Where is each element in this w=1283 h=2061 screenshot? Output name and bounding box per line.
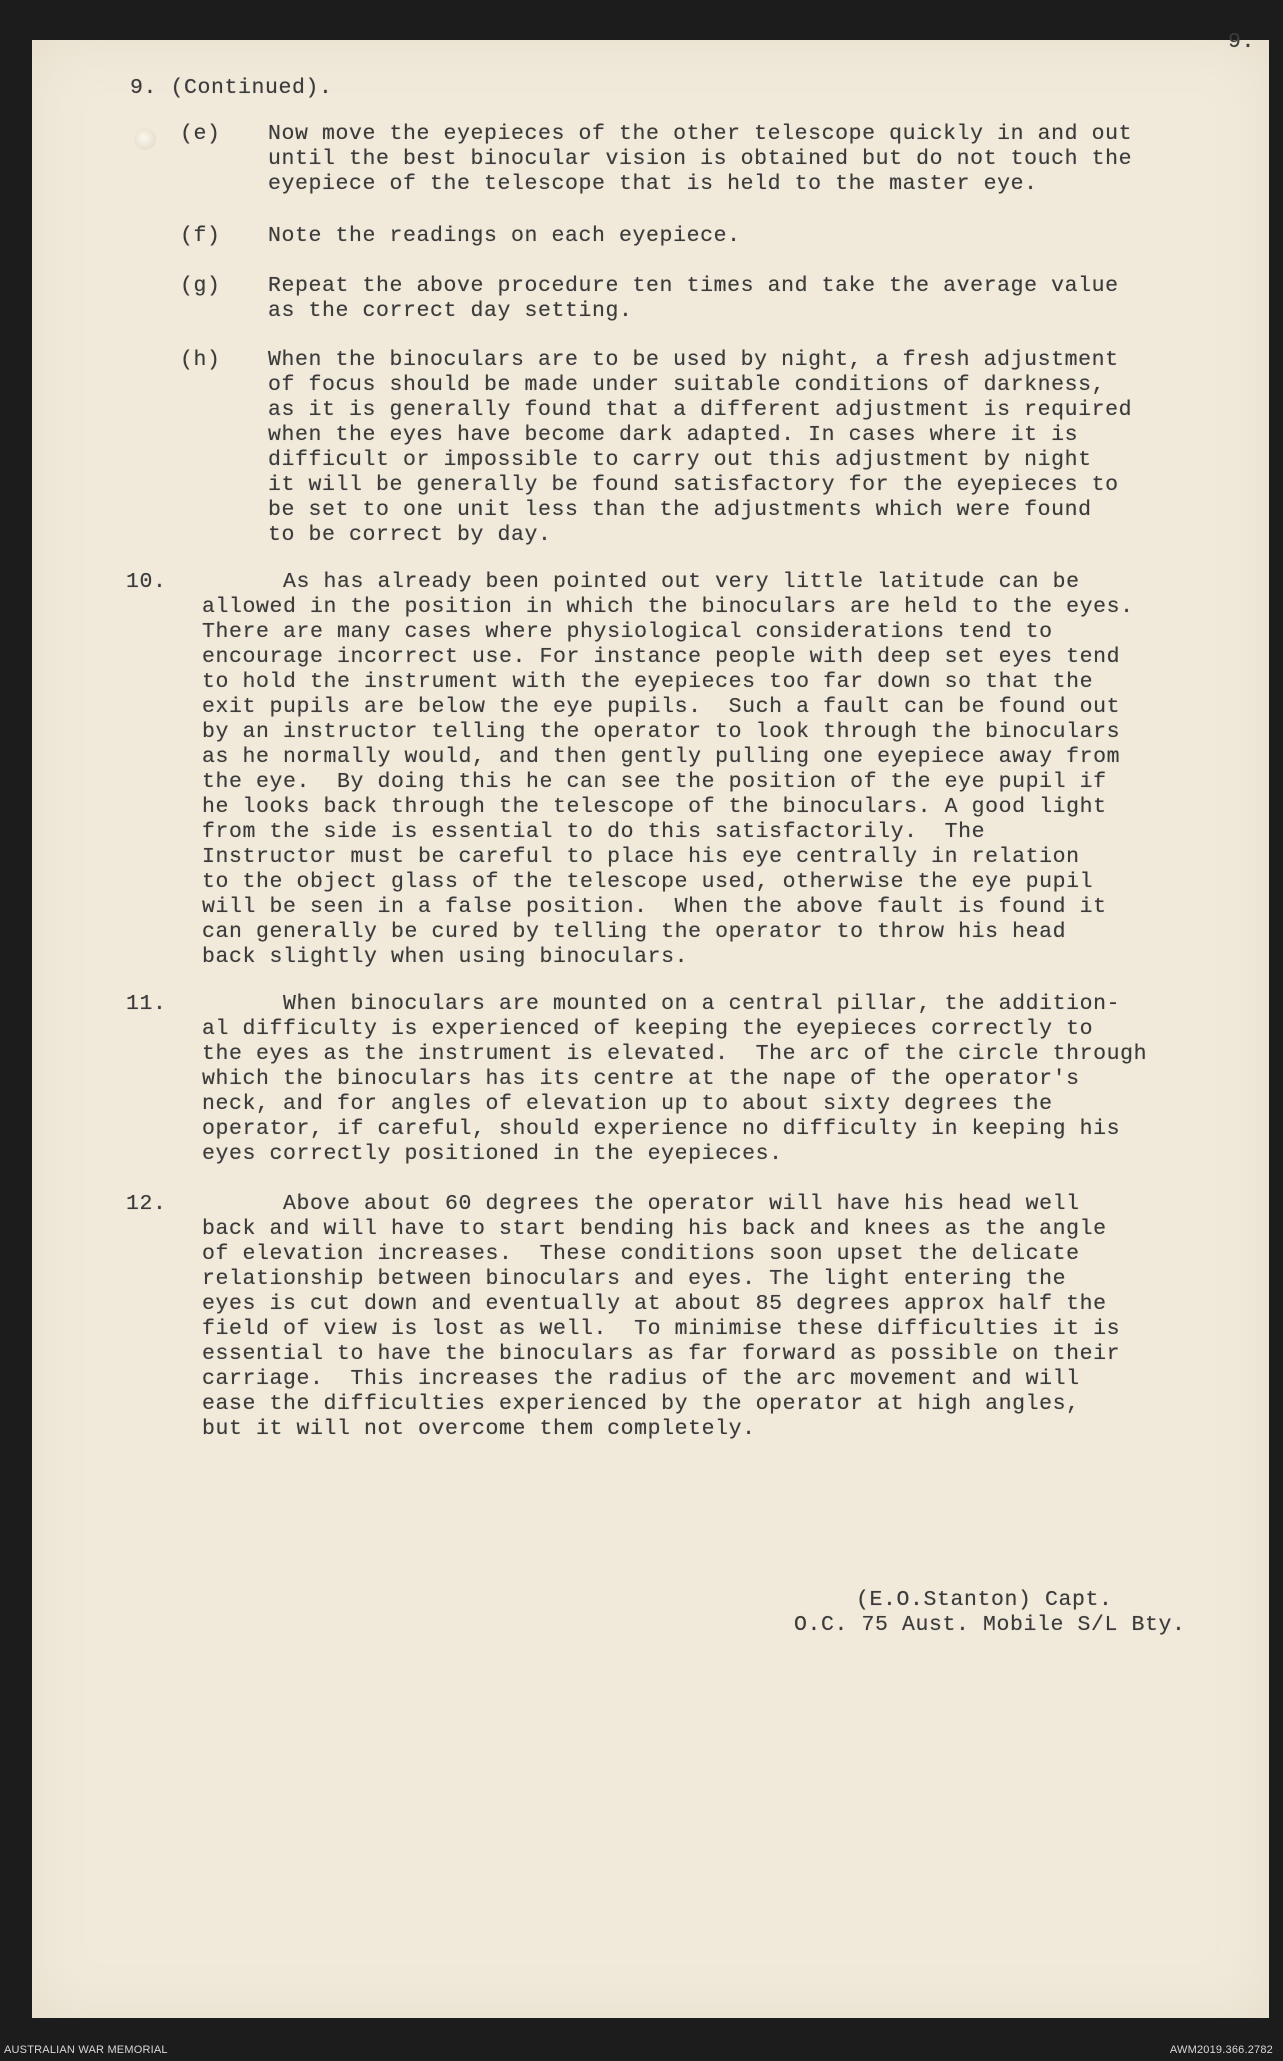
paragraph-line: essential to have the binoculars as far forward as possible on their: [202, 1342, 1121, 1366]
paragraph-line: back and will have to start bending his back and knees as the angle: [202, 1217, 1107, 1241]
footer-institution: AUSTRALIAN WAR MEMORIAL: [4, 2044, 168, 2056]
paragraph-line: When binoculars are mounted on a central pillar, the addition-: [202, 992, 1121, 1016]
paragraph-line: but it will not overcome them completely.: [202, 1417, 756, 1441]
footer-catalog-number: AWM2019.366.2782: [1169, 2044, 1273, 2056]
paragraph-line: relationship between binoculars and eyes. The light entering the: [202, 1267, 1067, 1291]
paragraph-line: exit pupils are below the eye pupils. Such a fault can be found out: [202, 695, 1121, 719]
paragraph-line: from the side is essential to do this satisfactorily. The: [202, 820, 986, 844]
paragraph-line: to hold the instrument with the eyepieces too far down so that the: [202, 670, 1094, 694]
paragraph-line: ease the difficulties experienced by the operator at high angles,: [202, 1392, 1080, 1416]
paragraph-line: of elevation increases. These conditions soon upset the delicate: [202, 1242, 1080, 1266]
subitem-line: be set to one unit less than the adjustments which were found: [268, 498, 1092, 522]
subitem-line: as the correct day setting.: [268, 299, 633, 323]
paragraph-line: eyes is cut down and eventually at about 85 degrees approx half the: [202, 1292, 1107, 1316]
subitem-line: as it is generally found that a different adjustment is required: [268, 398, 1133, 422]
subitem-line: difficult or impossible to carry out this adjustment by night: [268, 448, 1092, 472]
paragraph-number: 12.: [126, 1192, 167, 1216]
paragraph-line: the eyes as the instrument is elevated. The arc of the circle through: [202, 1042, 1148, 1066]
subitem-label: (g): [180, 274, 221, 298]
paragraph-line: field of view is lost as well. To minimise these difficulties it is: [202, 1317, 1121, 1341]
paragraph-line: he looks back through the telescope of the binoculars. A good light: [202, 795, 1107, 819]
paragraph-line: neck, and for angles of elevation up to about sixty degrees the: [202, 1092, 1053, 1116]
paragraph-line: carriage. This increases the radius of the arc movement and will: [202, 1367, 1080, 1391]
subitem-line: when the eyes have become dark adapted. In cases where it is: [268, 423, 1079, 447]
paragraph-line: eyes correctly positioned in the eyepieces.: [202, 1142, 783, 1166]
paragraph-line: allowed in the position in which the binoculars are held to the eyes.: [202, 595, 1134, 619]
paragraph-line: operator, if careful, should experience no difficulty in keeping his: [202, 1117, 1121, 1141]
paragraph-line: will be seen in a false position. When the above fault is found it: [202, 895, 1107, 919]
paragraph-line: which the binoculars has its centre at the nape of the operator's: [202, 1067, 1080, 1091]
paragraph-line: to the object glass of the telescope used, otherwise the eye pupil: [202, 870, 1094, 894]
subitem-line: Note the readings on each eyepiece.: [268, 224, 741, 248]
punch-hole-icon: [134, 128, 156, 150]
paragraph-line: encourage incorrect use. For instance people with deep set eyes tend: [202, 645, 1121, 669]
paragraph-line: Instructor must be careful to place his eye centrally in relation: [202, 845, 1080, 869]
subitem-line: it will be generally be found satisfactory for the eyepieces to: [268, 473, 1119, 497]
paragraph-line: Above about 60 degrees the operator will have his head well: [202, 1192, 1080, 1216]
subitem-label: (e): [180, 122, 221, 146]
paragraph-line: As has already been pointed out very little latitude can be: [202, 570, 1080, 594]
paragraph-number: 11.: [126, 992, 167, 1016]
paragraph-line: can generally be cured by telling the operator to throw his head: [202, 920, 1067, 944]
signature-name: (E.O.Stanton) Capt.: [856, 1588, 1113, 1612]
paragraph-line: back slightly when using binoculars.: [202, 945, 689, 969]
subitem-line: Repeat the above procedure ten times and take the average value: [268, 274, 1119, 298]
subitem-line: When the binoculars are to be used by night, a fresh adjustment: [268, 348, 1119, 372]
paragraph-line: by an instructor telling the operator to look through the binoculars: [202, 720, 1121, 744]
subitem-line: to be correct by day.: [268, 523, 552, 547]
paragraph-line: There are many cases where physiological considerations tend to: [202, 620, 1053, 644]
signature-title: O.C. 75 Aust. Mobile S/L Bty.: [794, 1613, 1186, 1637]
subitem-label: (h): [180, 348, 221, 372]
paragraph-number: 10.: [126, 570, 167, 594]
subitem-line: of focus should be made under suitable conditions of darkness,: [268, 373, 1106, 397]
subitem-label: (f): [180, 224, 221, 248]
paragraph-line: al difficulty is experienced of keeping the eyepieces correctly to: [202, 1017, 1094, 1041]
subitem-line: Now move the eyepieces of the other telescope quickly in and out: [268, 122, 1133, 146]
document-page: [32, 30, 1269, 2018]
subitem-line: eyepiece of the telescope that is held to the master eye.: [268, 172, 1038, 196]
page-number-fragment: 9.: [1227, 30, 1255, 54]
section-heading: 9. (Continued).: [130, 76, 333, 100]
paragraph-line: the eye. By doing this he can see the position of the eye pupil if: [202, 770, 1107, 794]
subitem-line: until the best binocular vision is obtained but do not touch the: [268, 147, 1133, 171]
paragraph-line: as he normally would, and then gently pulling one eyepiece away from: [202, 745, 1121, 769]
